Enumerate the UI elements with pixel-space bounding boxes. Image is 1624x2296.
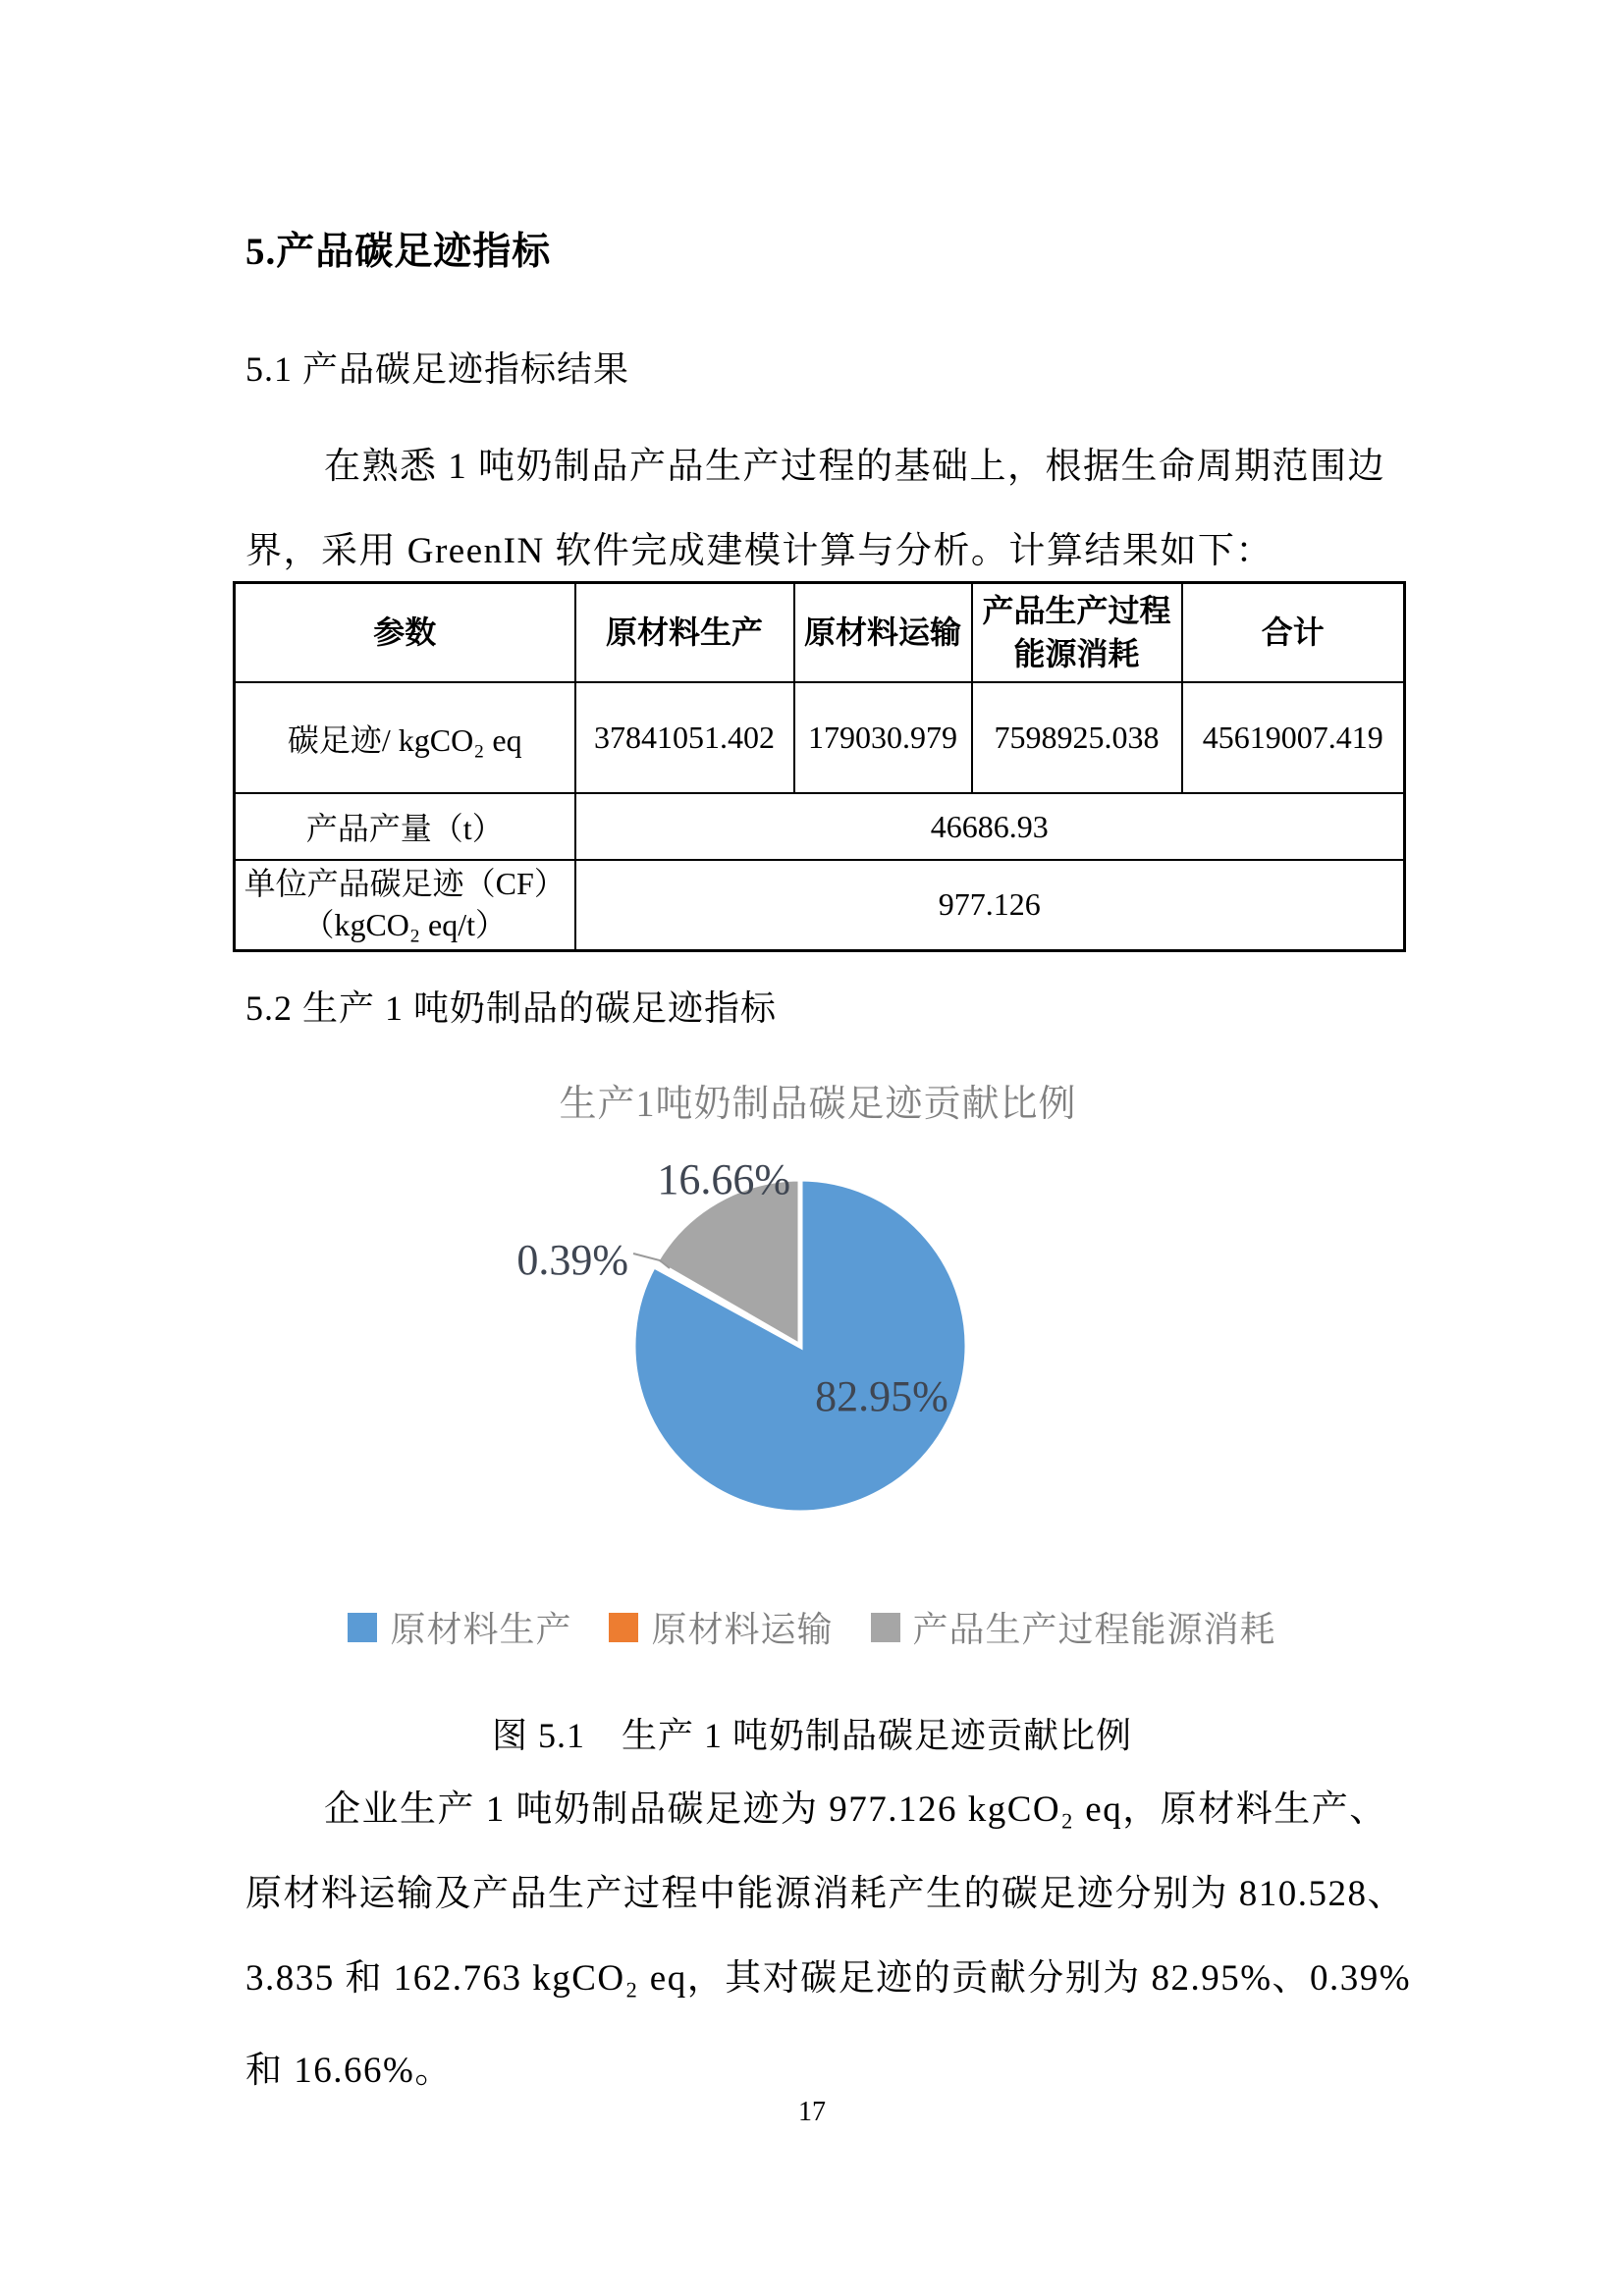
header-total: 合计 <box>1182 583 1405 683</box>
closing-paragraph-line-4: 和 16.66%。 <box>245 2051 453 2091</box>
section-5-2-heading: 5.2 生产 1 吨奶制品的碳足迹指标 <box>245 988 778 1028</box>
footprint-process-energy: 7598925.038 <box>972 682 1182 793</box>
page-number: 17 <box>798 2097 826 2127</box>
chart-legend <box>0 1602 1624 1652</box>
header-process-energy: 产品生产过程能源消耗 <box>972 583 1182 683</box>
section-5-1-heading: 5.1 产品碳足迹指标结果 <box>245 349 630 389</box>
paragraph-1-line-1: 在熟悉 1 吨奶制品产品生产过程的基础上，根据生命周期范围边 <box>324 447 1385 487</box>
unit-cf-label-line2: （kgCO₂ eq/t） <box>302 907 508 942</box>
closing-paragraph-line-3: 3.835 和 162.763 kgCO₂ eq，其对碳足迹的贡献分别为 82.95%、0.39% <box>245 1958 1412 1999</box>
legend-label-raw-production: 原材料生产 <box>390 1610 572 1649</box>
pie-label-raw-transport: 0.39% <box>516 1236 628 1284</box>
legend-swatch-orange <box>609 1613 638 1642</box>
output-label: 产品产量（t） <box>235 793 575 860</box>
header-raw-material-production: 原材料生产 <box>575 583 794 683</box>
unit-cf-value: 977.126 <box>575 860 1405 951</box>
legend-item-raw-production <box>348 1602 571 1652</box>
results-table <box>233 581 1406 952</box>
pie-label-raw-production: 82.95% <box>815 1372 948 1420</box>
legend-item-raw-transport <box>609 1602 833 1652</box>
footprint-raw-production: 37841051.402 <box>575 682 794 793</box>
legend-item-process-energy <box>871 1602 1276 1652</box>
figure-caption: 图 5.1 生产 1 吨奶制品碳足迹贡献比例 <box>491 1716 1132 1755</box>
pie-slices <box>633 1179 967 1513</box>
table-row-output <box>235 793 1405 860</box>
table-row-footprint <box>235 682 1405 793</box>
results-table-wrapper <box>233 581 1406 952</box>
legend-label-process-energy: 产品生产过程能源消耗 <box>912 1610 1276 1649</box>
unit-cf-label-line1: 单位产品碳足迹（CF） <box>244 866 566 902</box>
pie-chart <box>393 1129 1208 1590</box>
output-value: 46686.93 <box>575 793 1405 860</box>
chart-title: 生产1吨奶制品碳足迹贡献比例 <box>559 1084 1077 1125</box>
closing-paragraph-line-1: 企业生产 1 吨奶制品碳足迹为 977.126 kgCO₂ eq，原材料生产、 <box>324 1789 1387 1830</box>
header-parameter: 参数 <box>235 583 575 683</box>
table-header-row <box>235 583 1405 683</box>
table-row-unit-cf <box>235 860 1405 951</box>
legend-swatch-gray <box>871 1613 900 1642</box>
legend-swatch-blue <box>348 1613 377 1642</box>
closing-paragraph-line-2: 原材料运输及产品生产过程中能源消耗产生的碳足迹分别为 810.528、 <box>245 1874 1405 1914</box>
footprint-label: 碳足迹/ kgCO₂ eq <box>235 682 575 793</box>
footprint-raw-transport: 179030.979 <box>794 682 972 793</box>
pie-label-process-energy: 16.66% <box>657 1155 790 1203</box>
unit-cf-label <box>235 860 575 951</box>
section-5-heading: 5.产品碳足迹指标 <box>245 231 552 273</box>
legend-label-raw-transport: 原材料运输 <box>651 1610 834 1649</box>
footprint-total: 45619007.419 <box>1182 682 1405 793</box>
header-raw-material-transport: 原材料运输 <box>794 583 972 683</box>
paragraph-1-line-2: 界，采用 GreenIN 软件完成建模计算与分析。计算结果如下： <box>245 531 1273 571</box>
